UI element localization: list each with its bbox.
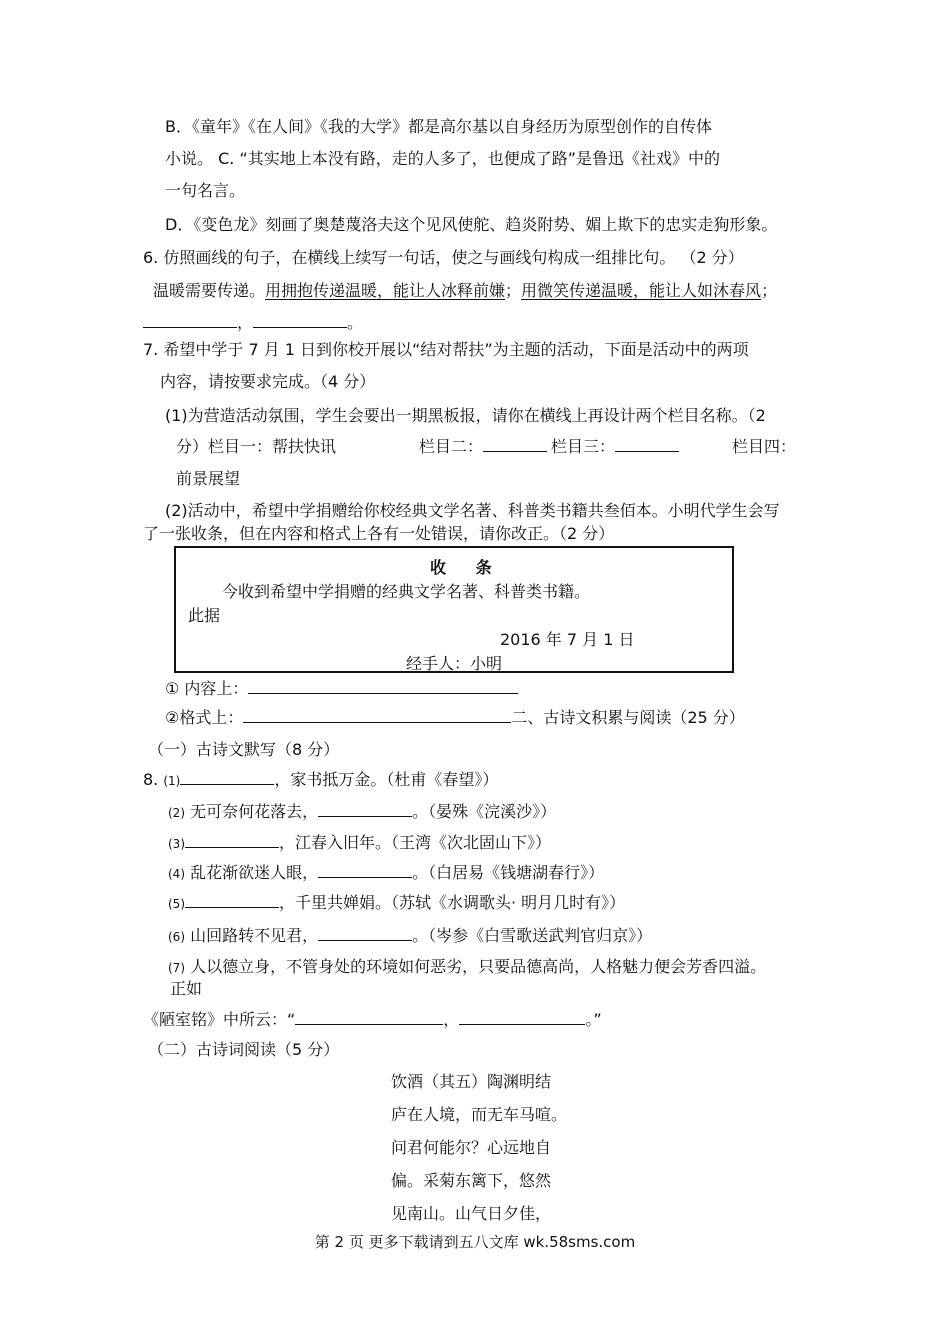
page-footer: 第 2 页 更多下载请到五八文库 wk.58sms.com (314, 1233, 636, 1251)
poem-line-1 (143, 770, 498, 791)
poem-blank[interactable] (318, 926, 412, 941)
question-6-answer-line (143, 313, 363, 333)
poem-text-line: 偏。采菊东篱下，悠然 (391, 1171, 552, 1190)
question-7-line-2: 内容，请按要求完成。（4 分） (160, 372, 376, 391)
underlined-sentence-1: 用拥抱传递温暖，能让人冰释前嫌 (265, 281, 506, 300)
part-2-line-1: (2)活动中，希望中学捐赠给你校经典文学名著、科普类书籍共叁佰本。小明代学生会写 (165, 501, 780, 520)
content-correction (165, 679, 518, 699)
poem-line-2 (168, 802, 556, 823)
format-label: ②格式上： (165, 708, 244, 727)
item-number: (7) (168, 961, 185, 975)
answer-blank-1[interactable] (143, 313, 237, 328)
part-2-heading: （二）古诗词阅读（5 分） (148, 1040, 340, 1059)
quote-end: 。” (585, 1010, 602, 1029)
poem-line-5 (168, 893, 625, 914)
column-two (419, 437, 547, 457)
period: 。 (347, 313, 364, 332)
question-6-sentence (153, 281, 777, 301)
item-text: 。（岑参《白雪歌送武判官归京》） (412, 926, 653, 945)
column-two-label: 栏目二： (419, 437, 484, 456)
section-2-title: 二、古诗文积累与阅读（25 分） (511, 708, 745, 727)
column-one: 分）栏目一：帮扶快讯 (176, 437, 337, 456)
receipt-handler: 经手人：小明 (406, 654, 503, 673)
poem-text-line: 饮酒（其五）陶渊明结 (391, 1072, 552, 1091)
item-text: ，千里共婵娟。（苏轼《水调歌头· 明月几时有》） (279, 893, 626, 912)
question-8-number: 8. (143, 770, 159, 789)
item-number: (5) (168, 897, 185, 911)
item-text: 山回路转不见君， (190, 926, 319, 945)
part-1-line-1: (1)为营造活动氛围，学生会要出一期黑板报，请你在横线上再设计两个栏目名称。（2 (165, 406, 766, 425)
item-text: 。（晏殊《浣溪沙》） (412, 802, 557, 821)
receipt-ci-ju: 此据 (188, 606, 221, 625)
option-b-line-1: B．《童年》《在人间》《我的大学》都是高尔基以自身经历为原型创作的自传体 (165, 117, 712, 136)
poem-text-line: 庐在人境，而无车马喧。 (391, 1105, 568, 1124)
poem-blank[interactable] (180, 770, 274, 785)
poem-line-3 (168, 833, 551, 854)
column-two-blank[interactable] (483, 437, 547, 452)
receipt-date: 2016 年 7 月 1 日 (500, 630, 635, 649)
question-6-prompt: 6. 仿照画线的句子，在横线上续写一句话，使之与画线句构成一组排比句。 （2 分） (143, 248, 744, 267)
poem-blank[interactable] (318, 863, 412, 878)
item-number: (4) (168, 867, 185, 881)
column-four-label: 栏目四： (732, 437, 797, 456)
column-four-name: 前景展望 (176, 469, 241, 488)
separator: ； (505, 281, 522, 300)
format-answer-blank[interactable] (243, 708, 511, 723)
option-b-line-2: 小说。 C. “其实地上本没有路，走的人多了，也便成了路”是鲁迅《社戏》中的 (165, 149, 721, 168)
poem-blank[interactable] (185, 893, 279, 908)
poem-text-line: 见南山。山气日夕佳， (391, 1204, 552, 1223)
item-number: (3) (168, 837, 185, 851)
poem-blank[interactable] (185, 833, 279, 848)
poem-line-7-cont: 正如 (170, 979, 203, 998)
quote-blank-1[interactable] (295, 1010, 443, 1025)
underlined-sentence-2: 用微笑传递温暖，能让人如沐春风 (521, 281, 762, 300)
item-text: 。（白居易《钱塘湖春行》） (412, 863, 605, 882)
column-three (551, 437, 679, 457)
receipt-box (174, 546, 734, 673)
answer-blank-2[interactable] (253, 313, 347, 328)
receipt-body: 今收到希望中学捐赠的经典文学名著、科普类书籍。 (222, 582, 591, 601)
option-b-line-3: 一句名言。 (165, 181, 246, 200)
end-mark: ； (761, 281, 778, 300)
poem-line-7-quote (143, 1010, 602, 1030)
question-7-line-1: 7. 希望中学于 7 月 1 日到你校开展以“结对帮扶”为主题的活动，下面是活动中的两项 (143, 340, 749, 359)
poem-line-6 (168, 926, 652, 947)
item-text: ，家书抵万金。（杜甫《春望》） (274, 770, 499, 789)
content-answer-blank[interactable] (248, 679, 518, 694)
quote-lead: 《陋室铭》中所云：“ (143, 1010, 296, 1029)
column-three-label: 栏目三： (551, 437, 616, 456)
column-three-blank[interactable] (615, 437, 679, 452)
poem-blank[interactable] (318, 802, 412, 817)
part-1-heading: （一）古诗文默写（8 分） (148, 740, 340, 759)
comma: ， (237, 313, 254, 332)
poem-line-4 (168, 863, 604, 884)
format-correction (165, 708, 745, 728)
quote-blank-2[interactable] (459, 1010, 585, 1025)
item-text: 乱花渐欲迷人眼， (190, 863, 319, 882)
poem-line-7 (168, 957, 766, 978)
item-text: 无可奈何花落去， (190, 802, 319, 821)
option-d: D．《变色龙》刻画了奥楚蔑洛夫这个见风使舵、趋炎附势、媚上欺下的忠实走狗形象。 (165, 215, 778, 234)
quote-sep: ， (443, 1010, 460, 1029)
item-text: ，江春入旧年。（王湾《次北固山下》） (279, 833, 552, 852)
item-number: (2) (168, 806, 185, 820)
item-number: (1) (163, 774, 181, 788)
item-text: 人以德立身，不管身处的环境如何恶劣，只要品德高尚，人格魅力便会芳香四溢。 (190, 957, 767, 976)
content-label: ① 内容上： (165, 679, 249, 698)
receipt-title: 收 条 (430, 558, 504, 577)
part-2-line-2: 了一张收条，但在内容和格式上各有一处错误，请你改正。（2 分） (143, 524, 615, 543)
poem-text-line: 问君何能尔？心远地自 (391, 1138, 552, 1157)
item-number: (6) (168, 930, 185, 944)
lead-text: 温暖需要传递。 (153, 281, 266, 300)
